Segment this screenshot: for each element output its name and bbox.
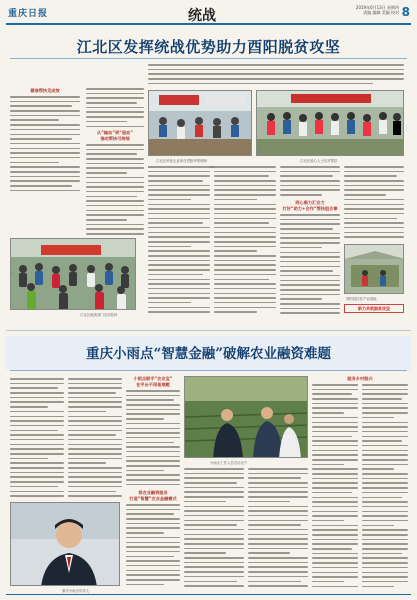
subhead-combo: 打好“助力+合作”帮扶组合拳	[282, 206, 338, 211]
photo-placeholder	[10, 272, 12, 274]
bottom-story-title: 重庆小雨点“智慧金融”破解农业融资难题	[85, 346, 332, 362]
photo-students-caption: 江北区爱心人士结对帮扶	[300, 159, 338, 163]
column-4-text	[214, 166, 276, 316]
bottom-subhead-2: 打造“智慧”农业金融模式	[129, 496, 177, 501]
subhead-sustainable: 推动帮扶可持续	[100, 136, 130, 141]
photo-classroom	[148, 90, 252, 156]
photo-farm-caption: 酉阳县扶贫产业基地	[346, 297, 377, 301]
photo-portrait-caption: 重庆小雨点负责人	[62, 589, 90, 593]
bottom-column-4-text	[184, 468, 244, 588]
bottom-column-1-text	[10, 378, 64, 498]
column-3-text	[148, 166, 210, 316]
photo-field	[184, 376, 308, 458]
bottom-kicker: 小雨点联手“农业宝”	[133, 376, 173, 381]
masthead	[6, 3, 411, 25]
photo-students	[256, 90, 404, 156]
bottom-column-2-text	[68, 378, 122, 498]
bottom-subhead-3: 服务乡村振兴	[347, 376, 373, 381]
section-title: 统战	[188, 8, 216, 24]
section-divider	[6, 330, 411, 331]
bottom-column-6-text	[312, 384, 358, 588]
top-story-title: 江北区发挥统战优势助力酉阳脱贫攻坚	[76, 38, 341, 56]
photo-farm	[344, 244, 404, 294]
photo-field-caption: 小雨点工作人员走访农户	[210, 461, 248, 465]
newspaper-logo: 重庆日报	[8, 9, 49, 19]
sidebar-heading: 精准帮扶见成效	[30, 88, 60, 93]
photo-classroom-caption: 江北区民营企业家在酉阳考察调研	[156, 159, 207, 163]
bottom-column-3b-text	[126, 504, 180, 588]
photo-crowd	[10, 238, 136, 310]
bottom-kicker-2: 在平台不再是难题	[136, 382, 170, 387]
page-footer-rule	[6, 594, 411, 595]
sidebar-text	[10, 96, 80, 191]
bottom-title-rule	[10, 370, 407, 371]
bottom-column-7-text	[362, 384, 408, 588]
photo-crowd-caption: 江北区统战部门走访慰问	[80, 313, 118, 317]
photo-portrait	[10, 502, 120, 586]
column-2-text-top	[86, 88, 144, 128]
column-5-text-bottom	[280, 214, 340, 316]
column-5-text-top	[280, 166, 340, 196]
subhead-together: 同心聚力汇合力	[295, 200, 325, 205]
bottom-subhead-1: 将农业融资服务	[138, 490, 168, 495]
lead-paragraph	[148, 64, 404, 86]
bottom-column-5-text	[248, 468, 308, 588]
bottom-column-3-text	[126, 390, 180, 486]
column-2-text-bottom	[86, 144, 144, 236]
title-rule	[10, 58, 407, 59]
badge-box: 新力共筑脱贫攻坚	[344, 304, 404, 313]
column-6-text	[344, 166, 404, 240]
subhead-from-transfusion: 从“输血”到“造血”	[96, 130, 134, 135]
issue-info: 2019年6月13日 星期四 责编 编辑 美编 校对	[355, 5, 399, 15]
page-number: 8	[401, 5, 410, 19]
